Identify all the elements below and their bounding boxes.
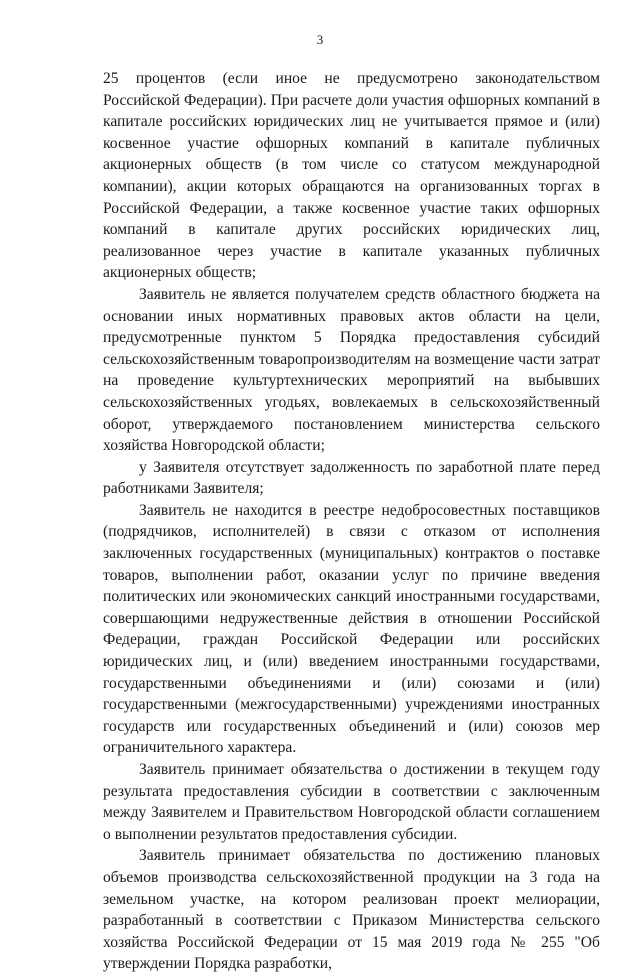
paragraph-offshore-share: 25 процентов (если иное не предусмотрено законодательством Российской Федерации). При расчете доли участия офшорных компаний в капитале российских юридических лиц не учитывается прямое и (или) косвенное участие офшорных компаний в капитале публичных акционерных обществ (в том числе со статусом международной компании), акции которых обращаются на организованных торгах в Российской Федерации, а также косвенное участие таких офшорных компаний в капитале других российских юридических лиц, реализованное через участие в капитале указанных публичных акционерных обществ; <box>103 70 600 282</box>
page-number: 3 <box>316 32 324 47</box>
document-body <box>103 68 600 975</box>
paragraph-production-volumes: Заявитель принимает обязательства по достижению плановых объемов производства сельскохозяйственной продукции на 3 года на земельном участке, на котором реализован проект мелиорации, разработанный в соответствии с Приказом Министерства сельского хозяйства Российской Федерации от 15 мая 2019 года № 255 "Об утверждении Порядка разработки, <box>103 847 600 973</box>
paragraph-supplier-registry: Заявитель не находится в реестре недобросовестных поставщиков (подрядчиков, исполнителей) в связи с отказом от исполнения заключенных государственных (муниципальных) контрактов о поставке товаров, выполнении работ, оказании услуг по причине введения политических или экономических санкций иностранными государствами, совершающими недружественные действия в отношении Российской Федерации, граждан Российской Федерации или российских юридических лиц, и (или) введением иностранными государствами, государственными объединениями и (или) союзами и (или) государственными (межгосударственными) учреждениями иностранных государств или государственных объединений и (или) союзов мер ограничительного характера. <box>103 501 600 757</box>
paragraph-subsidy-result: Заявитель принимает обязательства о достижении в текущем году результата предоставления субсидии в соответствии с заключенным между Заявителем и Правительством Новгородской области соглашением о выполнении результатов предоставления субсидии. <box>103 761 600 843</box>
paragraph-regional-budget: Заявитель не является получателем средств областного бюджета на основании иных нормативных правовых актов области на цели, предусмотренные пунктом 5 Порядка предоставления субсидий сельскохозяйственным товаропроизводителям на возмещение части затрат на проведение культуртехнических мероприятий на выбывших сельскохозяйственных угодьях, вовлекаемых в сельскохозяйственный оборот, утверждаемого постановлением министерства сельского хозяйства Новгородской области; <box>103 285 600 455</box>
paragraph-wage-debt: у Заявителя отсутствует задолженность по заработной плате перед работниками Заявителя; <box>103 458 600 498</box>
